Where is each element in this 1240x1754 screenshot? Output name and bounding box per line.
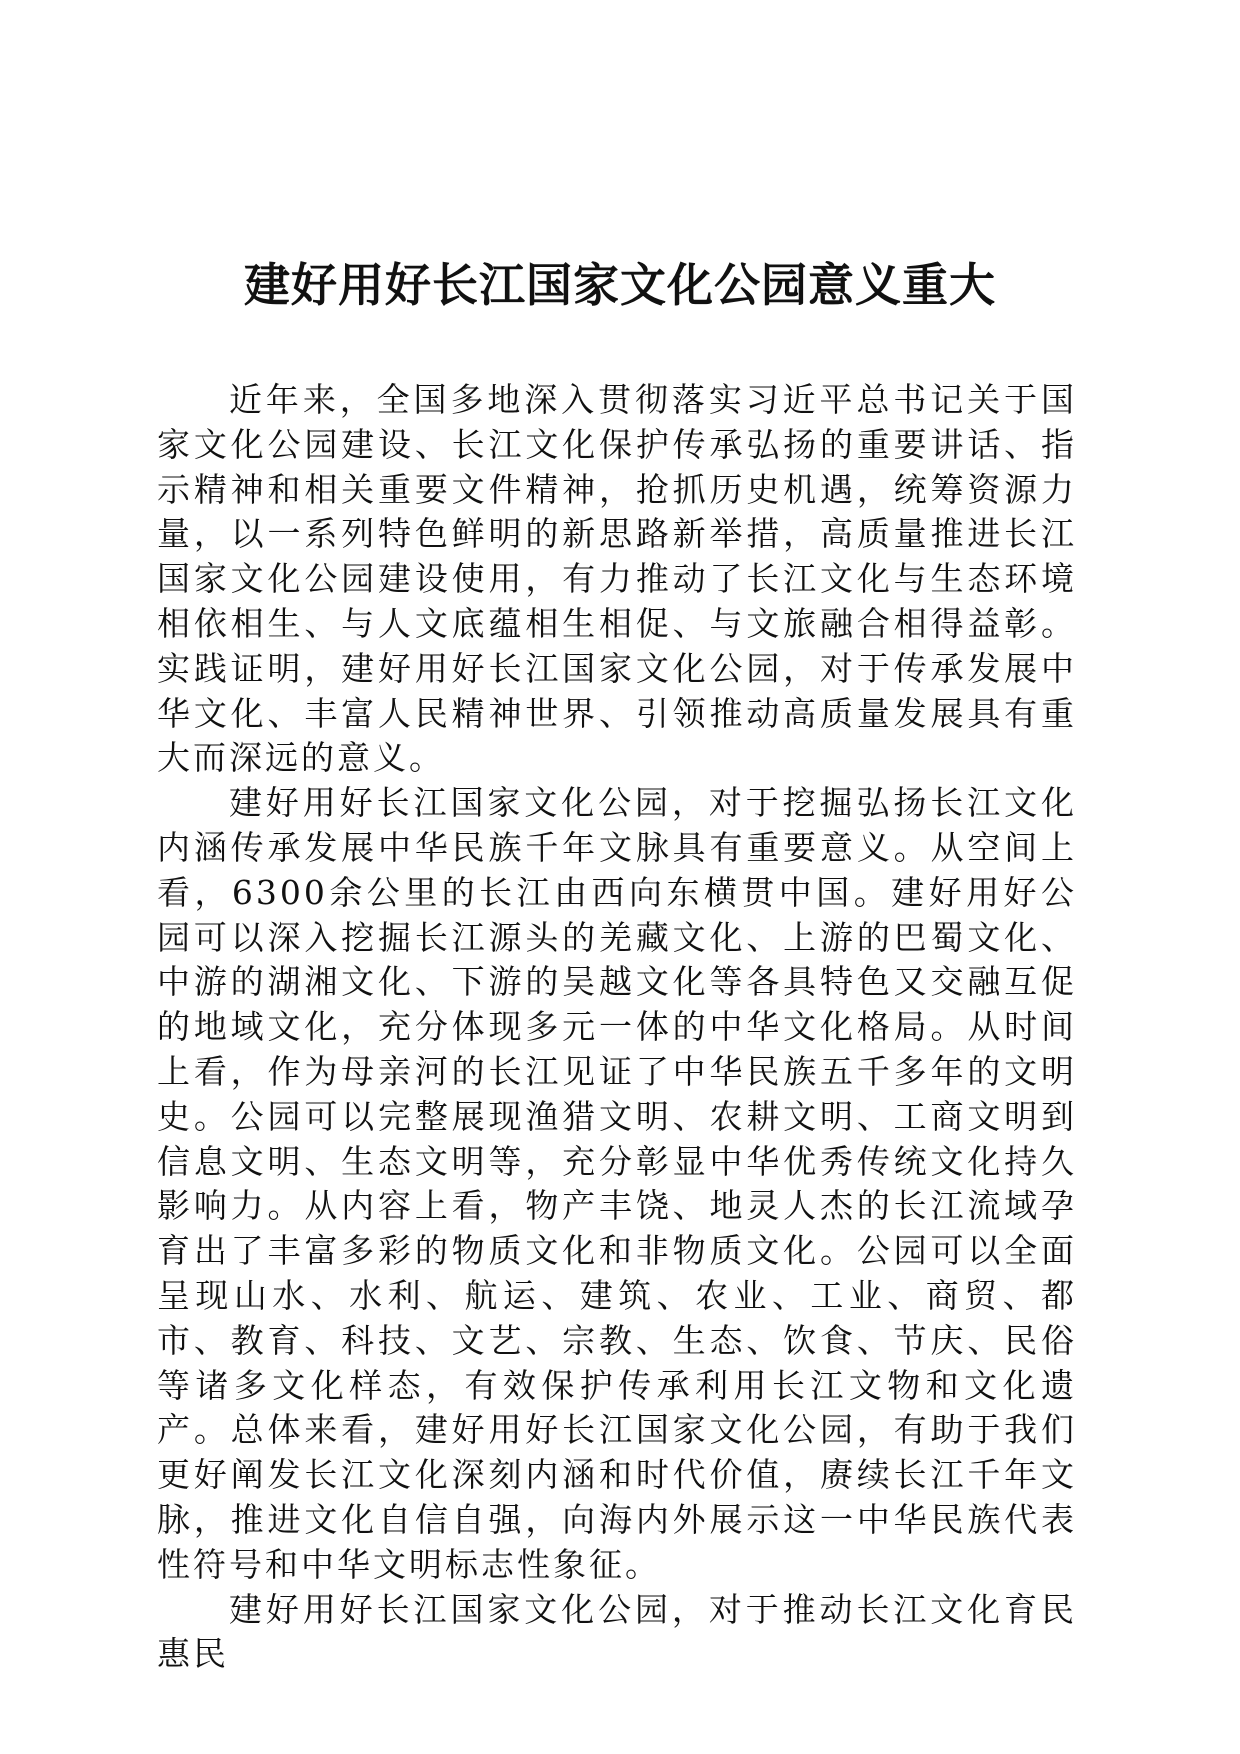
paragraph-2: 建好用好长江国家文化公园，对于挖掘弘扬长江文化内涵传承发展中华民族千年文脉具有重要意义。从空间上看，6300余公里的长江由西向东横贯中国。建好用好公园可以深入挖掘长江源头的羌藏文化、上游的巴蜀文化、中游的湖湘文化、下游的吴越文化等各具特色又交融互促的地域文化，充分体现多元一体的中华文化格局。从时间上看，作为母亲河的长江见证了中华民族五千多年的文明史。公园可以完整展现渔猎文明、农耕文明、工商文明到信息文明、生态文明等，充分彰显中华优秀传统文化持久影响力。从内容上看，物产丰饶、地灵人杰的长江流域孕育出了丰富多彩的物质文化和非物质文化。公园可以全面呈现山水、水利、航运、建筑、农业、工业、商贸、都市、教育、科技、文艺、宗教、生态、饮食、节庆、民俗等诸多文化样态，有效保护传承利用长江文物和文化遗产。总体来看，建好用好长江国家文化公园，有助于我们更好阐发长江文化深刻内涵和时代价值，赓续长江千年文脉，推进文化自信自强，向海内外展示这一中华民族代表性符号和中华文明标志性象征。: [157, 783, 1077, 1584]
document-body: [157, 378, 1077, 1677]
paragraph-1: 近年来，全国多地深入贯彻落实习近平总书记关于国家文化公园建设、长江文化保护传承弘扬的重要讲话、指示精神和相关重要文件精神，抢抓历史机遇，统筹资源力量，以一系列特色鲜明的新思路新举措，高质量推进长江国家文化公园建设使用，有力推动了长江文化与生态环境相依相生、与人文底蕴相生相促、与文旅融合相得益彰。实践证明，建好用好长江国家文化公园，对于传承发展中华文化、丰富人民精神世界、引领推动高质量发展具有重大而深远的意义。: [157, 380, 1077, 778]
document-title: 建好用好长江国家文化公园意义重大: [244, 258, 996, 312]
paragraph-3: 建好用好长江国家文化公园，对于推动长江文化育民惠民: [157, 1589, 1077, 1674]
